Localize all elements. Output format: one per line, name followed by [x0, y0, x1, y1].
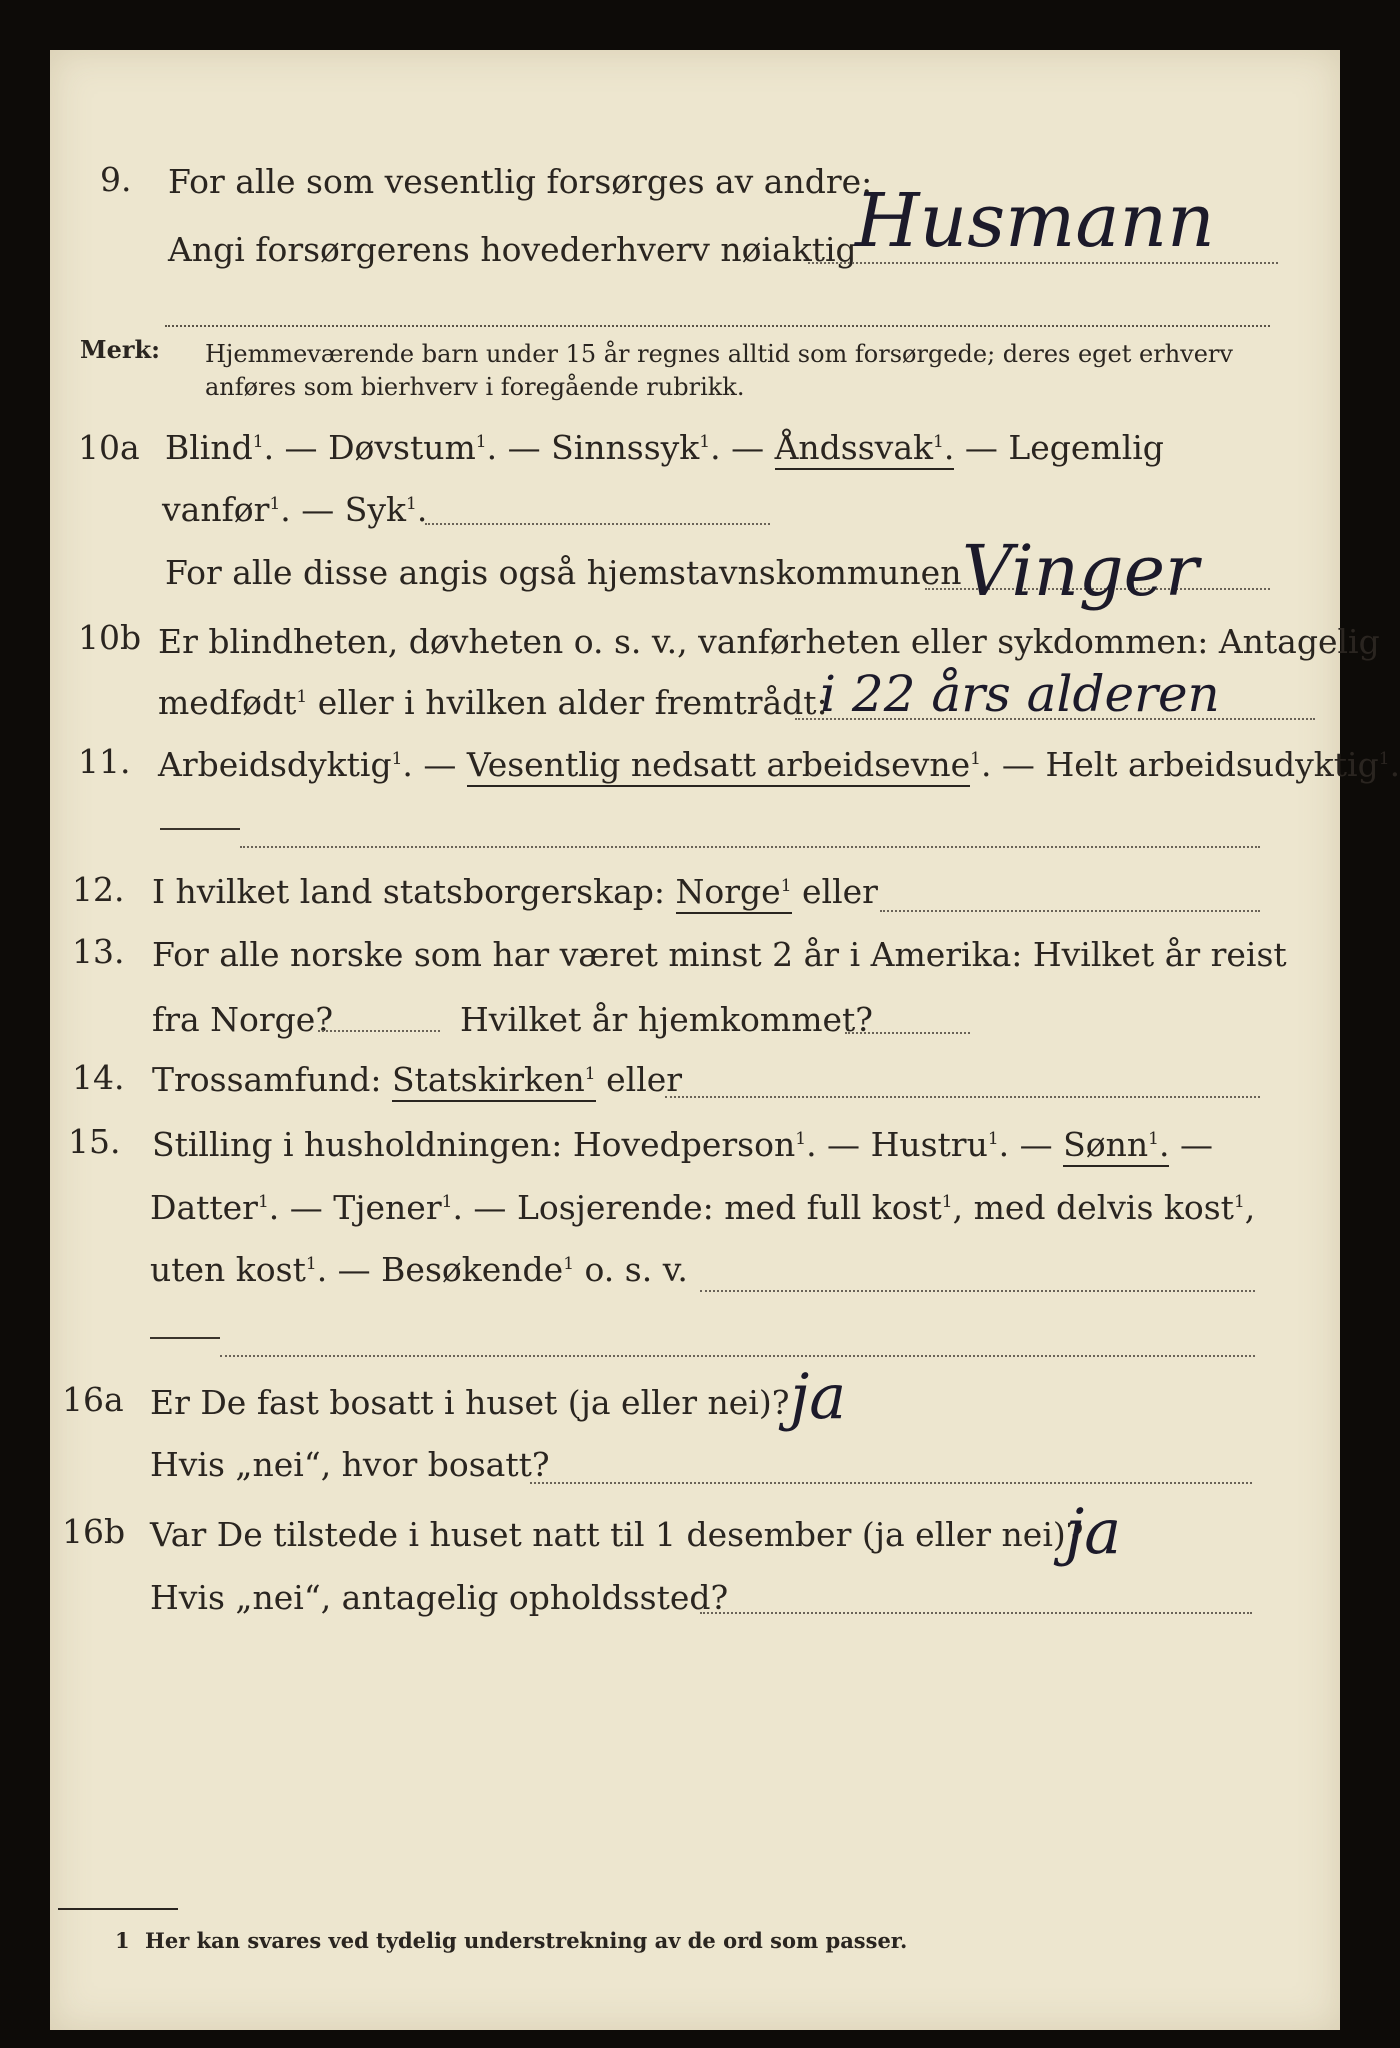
q10b-line2: medfødt$^1$ eller i hvilken alder fremtrådt: [158, 683, 828, 722]
q13-number: 13. [72, 932, 125, 971]
q15-answer-line-2[interactable] [220, 1355, 1255, 1357]
q10a-number: 10a [78, 428, 140, 467]
q15-answer-line[interactable] [700, 1290, 1255, 1292]
q16a-line1: Er De fast bosatt i huset (ja eller nei)? [150, 1383, 790, 1422]
q12-number: 12. [72, 870, 125, 909]
q14-line: Trossamfund: Statskirken$^1$ eller [152, 1060, 682, 1099]
q15-line3: uten kost$^1$. — Besøkende$^1$ o. s. v. [150, 1250, 688, 1289]
q16b-answer: ja [1065, 1495, 1122, 1568]
q15-number: 15. [68, 1122, 121, 1161]
q9-number: 9. [100, 160, 132, 199]
q9-answer: Husmann [855, 178, 1215, 264]
merk-line1: Hjemmeværende barn under 15 år regnes alltid som forsørgede; deres eget erhverv [205, 340, 1233, 368]
q14-answer-line[interactable] [665, 1096, 1260, 1098]
q13-fra: fra Norge? [152, 1000, 334, 1039]
opt-blind: Blind [165, 428, 253, 467]
q10a-line2: vanfør$^1$. — Syk$^1$. [162, 490, 428, 529]
opt-norge-underlined[interactable]: Norge$^1$ [676, 872, 792, 914]
q16b-line2: Hvis „nei“, antagelig opholdssted? [150, 1578, 729, 1617]
opt-legemlig: Legemlig [1008, 428, 1164, 467]
q11-line: Arbeidsdyktig$^1$. — Vesentlig nedsatt arbeidsevne$^1$. — Helt arbeidsudyktig$^1$. [158, 745, 1400, 784]
opt-statskirken-underlined[interactable]: Statskirken$^1$ [392, 1060, 596, 1102]
q13-hjem-line[interactable] [845, 1032, 970, 1034]
opt-andssvak-underlined[interactable]: Åndssvak$^1$. [775, 428, 955, 470]
q9-line2: Angi forsørgerens hovederhverv nøiaktig [168, 230, 857, 269]
q15-line1: Stilling i husholdningen: Hovedperson$^1$. — Hustru$^1$. — Sønn$^1$. — [152, 1125, 1213, 1164]
q12-line: I hvilket land statsborgerskap: Norge$^1$ eller [152, 872, 878, 911]
opt-sonn-underlined[interactable]: Sønn$^1$. [1063, 1125, 1169, 1167]
q10a-line1: Blind$^1$. — Døvstum$^1$. — Sinnssyk$^1$. — Åndssvak$^1$. — Legemlig [165, 428, 1164, 467]
opt-sinnssyk: Sinnssyk [551, 428, 700, 467]
opt-dovstum: Døvstum [328, 428, 476, 467]
q11-number: 11. [78, 742, 131, 781]
q11-rule-solid [160, 828, 240, 830]
footnote-text: Her kan svares ved tydelig understrekning av de ord som passer. [145, 1928, 908, 1953]
footnote-rule [58, 1908, 178, 1910]
q16a-answer: ja [790, 1360, 847, 1433]
opt-vesentlig-nedsatt-underlined[interactable]: Vesentlig nedsatt arbeidsevne [467, 745, 970, 787]
merk-label: Merk: [80, 335, 160, 364]
q10a-line3: For alle disse angis også hjemstavnskommunen [165, 553, 962, 592]
q9-separator [165, 325, 1270, 327]
q12-answer-line[interactable] [880, 910, 1260, 912]
q16a-number: 16a [62, 1380, 124, 1419]
q15-line2: Datter$^1$. — Tjener$^1$. — Losjerende: med full kost$^1$, med delvis kost$^1$, [150, 1188, 1256, 1227]
q15-rule-solid [150, 1337, 220, 1339]
q16b-number: 16b [62, 1512, 126, 1551]
q13-line1: For alle norske som har været minst 2 år i Amerika: Hvilket år reist [152, 935, 1287, 974]
q13-hjem: Hvilket år hjemkommet? [460, 1000, 873, 1039]
q13-reist-line[interactable] [318, 1030, 440, 1032]
q9-line1: For alle som vesentlig forsørges av andre: [168, 162, 873, 201]
q10a-answer: Vinger [962, 530, 1199, 612]
q10b-line1: Er blindheten, døvheten o. s. v., vanførheten eller sykdommen: Antagelig [158, 622, 1380, 661]
q16a-answer-line[interactable] [530, 1482, 1252, 1484]
q16a-line2: Hvis „nei“, hvor bosatt? [150, 1445, 550, 1484]
q16b-answer-line[interactable] [700, 1612, 1252, 1614]
footnote-mark: 1 [115, 1928, 130, 1953]
merk-line2: anføres som bierhverv i foregående rubrikk. [205, 373, 745, 401]
q14-number: 14. [72, 1058, 125, 1097]
q10a-syk-line[interactable] [425, 523, 770, 525]
q10b-answer: i 22 års alderen [820, 665, 1220, 723]
q16b-line1: Var De tilstede i huset natt til 1 desember (ja eller nei)? [150, 1515, 1084, 1554]
q10b-number: 10b [78, 618, 142, 657]
q11-answer-line[interactable] [240, 846, 1260, 848]
